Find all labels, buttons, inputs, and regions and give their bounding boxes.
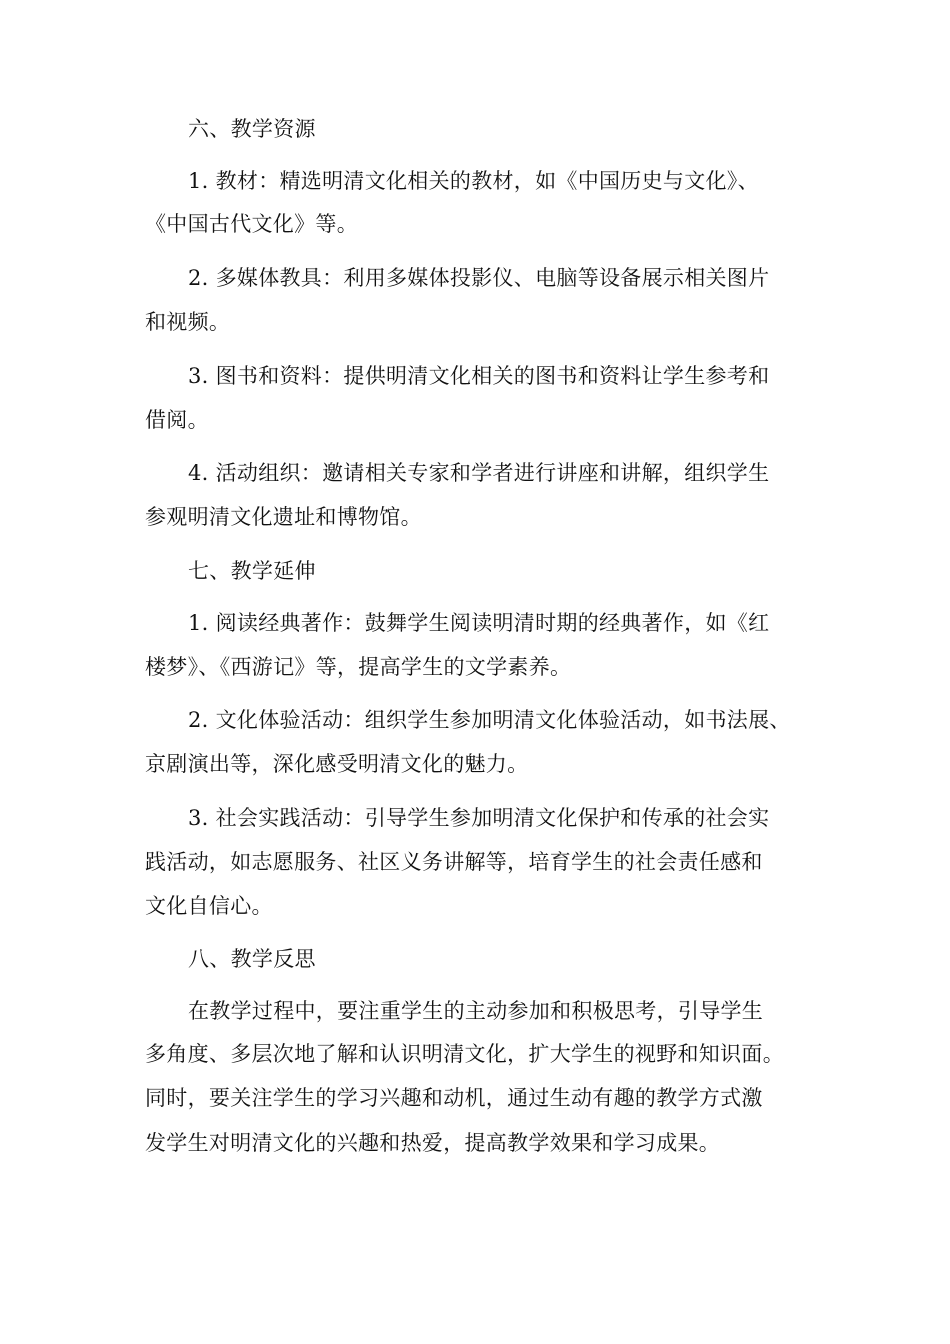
paragraph-line: 参观明清文化遗址和博物馆。 (145, 505, 422, 529)
paragraph-line: 发学生对明清文化的兴趣和热爱，提高教学效果和学习成果。 (145, 1131, 721, 1155)
paragraph-line: 多角度、多层次地了解和认识明清文化，扩大学生的视野和知识面。 (145, 1042, 784, 1066)
paragraph-line: 在教学过程中，要注重学生的主动参加和积极思考，引导学生 (188, 999, 764, 1023)
section-heading-teaching-reflection: 八、教学反思 (188, 947, 316, 971)
paragraph-line: 同时，要关注学生的学习兴趣和动机，通过生动有趣的教学方式激 (145, 1086, 763, 1110)
paragraph-line: 京剧演出等，深化感受明清文化的魅力。 (145, 752, 529, 776)
paragraph-line: 《中国古代文化》等。 (145, 212, 358, 236)
paragraph-line: 4. 活动组织：邀请相关专家和学者进行讲座和讲解，组织学生 (188, 461, 770, 485)
paragraph-line: 3. 社会实践活动：引导学生参加明清文化保护和传承的社会实 (188, 806, 770, 830)
paragraph-line: 楼梦》、《西游记》等，提高学生的文学素养。 (145, 655, 572, 679)
section-heading-teaching-resources: 六、教学资源 (188, 117, 316, 141)
paragraph-line: 3. 图书和资料：提供明清文化相关的图书和资料让学生参考和 (188, 364, 770, 388)
paragraph-line: 2. 多媒体教具：利用多媒体投影仪、电脑等设备展示相关图片 (188, 266, 770, 290)
paragraph-line: 借阅。 (145, 408, 209, 432)
paragraph-line: 践活动，如志愿服务、社区义务讲解等，培育学生的社会责任感和 (145, 850, 763, 874)
paragraph-line: 和视频。 (145, 310, 231, 334)
paragraph-line: 2. 文化体验活动：组织学生参加明清文化体验活动，如书法展、 (188, 708, 791, 732)
section-heading-teaching-extension: 七、教学延伸 (188, 559, 316, 583)
paragraph-line: 文化自信心。 (145, 894, 273, 918)
paragraph-line: 1. 教材：精选明清文化相关的教材，如《中国历史与文化》、 (188, 169, 759, 193)
paragraph-line: 1. 阅读经典著作：鼓舞学生阅读明清时期的经典著作，如《红 (188, 611, 770, 635)
